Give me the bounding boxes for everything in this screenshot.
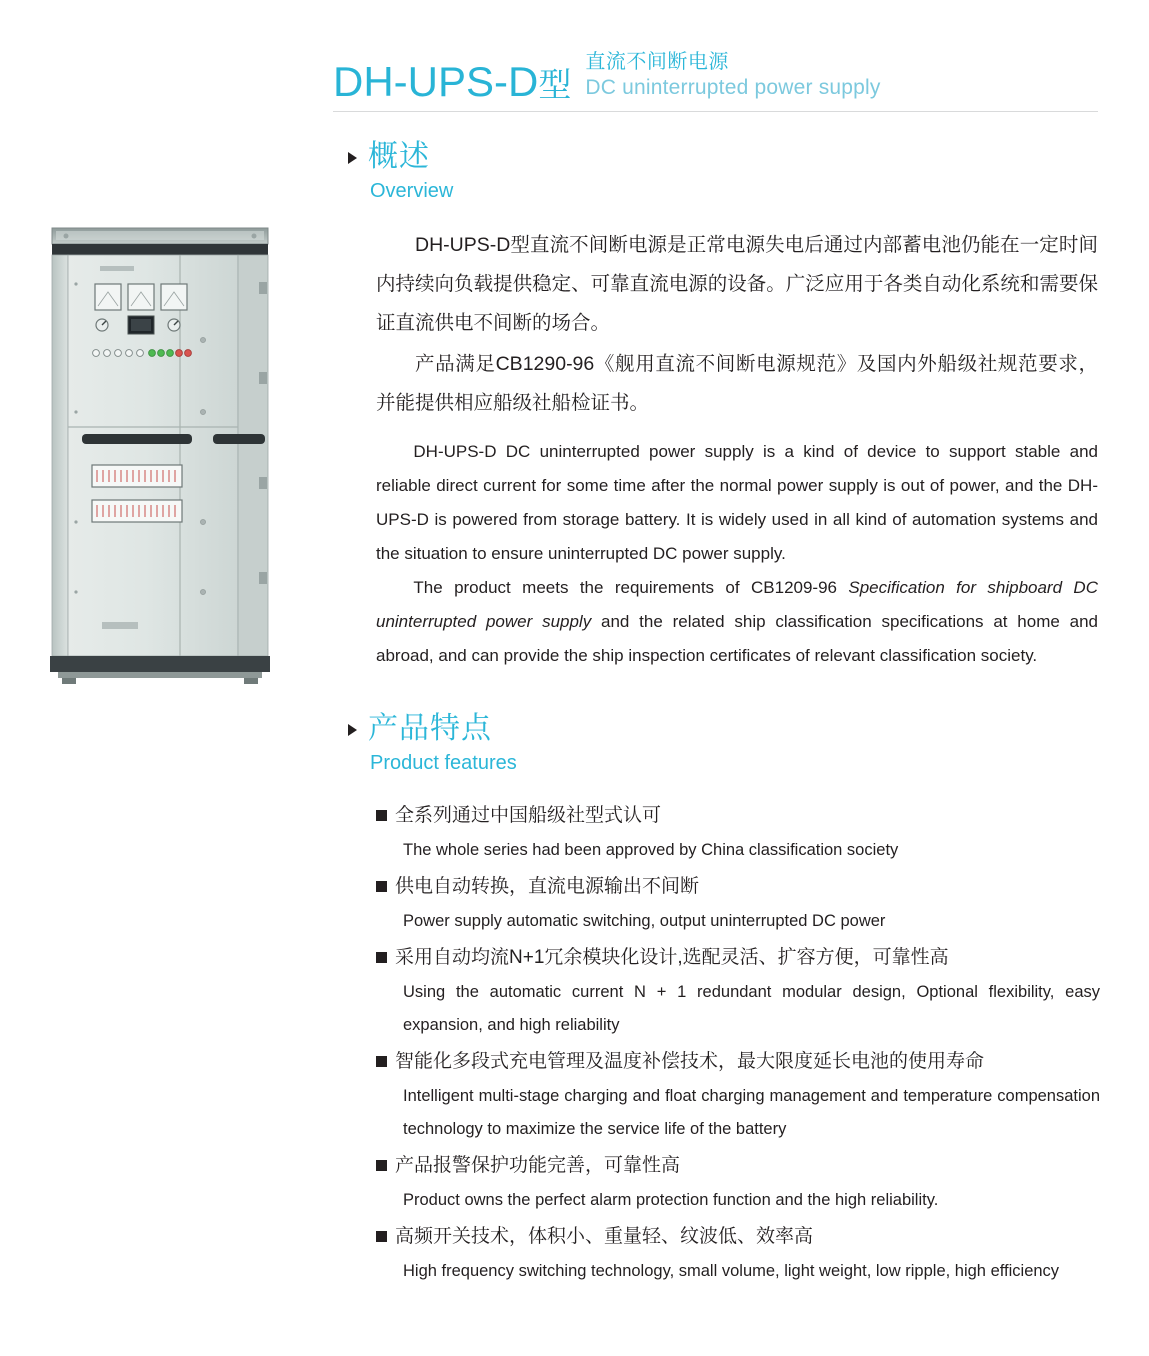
feature-item-cn [376,940,1100,976]
square-bullet-icon [376,1160,387,1171]
section-title-features-en: Product features [370,751,517,774]
section-header-overview [348,140,453,207]
section-title-features-cn: 产品特点 [368,712,492,745]
standard-title-italic: Specification for shipboard DC uninterrupted power supply [376,578,1098,631]
feature-label-en: High frequency switching technology, small volume, light weight, low ripple, high efficiency [403,1262,1060,1280]
triangle-marker-icon [348,724,357,736]
subtitle-chinese: 直流不间断电源 [585,50,729,73]
product-model: DH-UPS-D [333,58,539,105]
feature-item [376,940,1100,1042]
product-model-suffix: 型 [538,66,572,103]
feature-item [376,1044,1100,1146]
feature-label-cn: 采用自动均流N+1冗余模块化设计,选配灵活、扩容方便，可靠性高 [395,947,949,968]
section-header-features [348,712,517,779]
square-bullet-icon [376,952,387,963]
feature-label-cn: 智能化多段式充电管理及温度补偿技术，最大限度延长电池的使用寿命 [395,1051,985,1072]
feature-label-cn: 产品报警保护功能完善，可靠性高 [395,1155,681,1176]
product-cabinet-image [40,222,285,692]
subtitle-english: DC uninterrupted power supply [585,75,881,99]
feature-label-en: The whole series had been approved by China classification society [403,841,899,859]
feature-item [376,798,1100,867]
feature-item-cn [376,1044,1100,1080]
feature-item-cn [376,1148,1100,1184]
feature-label-cn: 高频开关技术，体积小、重量轻、纹波低、效率高 [395,1226,814,1247]
overview-paragraph-cn-2: 产品满足CB1290-96《舰用直流不间断电源规范》及国内外船级社规范要求，并能提供相应船级社船检证书。 [376,353,1098,414]
page-title [333,58,572,105]
square-bullet-icon [376,1056,387,1067]
section-title-overview-en: Overview [370,179,454,202]
feature-item [376,1219,1100,1288]
feature-item-cn [376,798,1100,834]
section-title-overview-cn: 概述 [368,140,430,173]
feature-item [376,1148,1100,1217]
overview-paragraph-en-2: The product meets the requirements of CB1209-96 Specification for shipboard DC uninterrupted power supply and the related ship classification specifications at home and abroad, and can provide the ship inspection certificates of relevant classification society. [376,578,1098,665]
features-list [376,798,1100,1290]
feature-label-en: Using the automatic current N + 1 redundant modular design, Optional flexibility, easy expansion, and high reliability [403,983,1100,1034]
page-subtitle [585,50,880,103]
feature-item-cn [376,1219,1100,1255]
page-header [333,26,1098,112]
feature-label-cn: 全系列通过中国船级社型式认可 [395,805,662,826]
feature-label-en: Power supply automatic switching, output uninterrupted DC power [403,912,886,930]
feature-item [376,869,1100,938]
feature-item-cn [376,869,1100,905]
feature-label-en: Product owns the perfect alarm protection function and the high reliability. [403,1191,939,1209]
feature-label-cn: 供电自动转换，直流电源输出不间断 [395,876,700,897]
square-bullet-icon [376,810,387,821]
overview-paragraph-cn-1: DH-UPS-D型直流不间断电源是正常电源失电后通过内部蓄电池仍能在一定时间内持续向负载提供稳定、可靠直流电源的设备。广泛应用于各类自动化系统和需要保证直流供电不间断的场合。 [376,234,1098,334]
overview-body [376,226,1098,673]
feature-label-en: Intelligent multi-stage charging and float charging management and temperature compensation technology to maximize the service life of the battery [403,1087,1100,1138]
overview-paragraph-en-1: DH-UPS-D DC uninterrupted power supply is a kind of device to support stable and reliable direct current for some time after the normal power supply is out of power, and the DH-UPS-D is powered from storage battery. It is widely used in all kind of automation systems and the situation to ensure uninterrupted DC power supply. [376,442,1098,563]
square-bullet-icon [376,881,387,892]
square-bullet-icon [376,1231,387,1242]
triangle-marker-icon [348,152,357,164]
